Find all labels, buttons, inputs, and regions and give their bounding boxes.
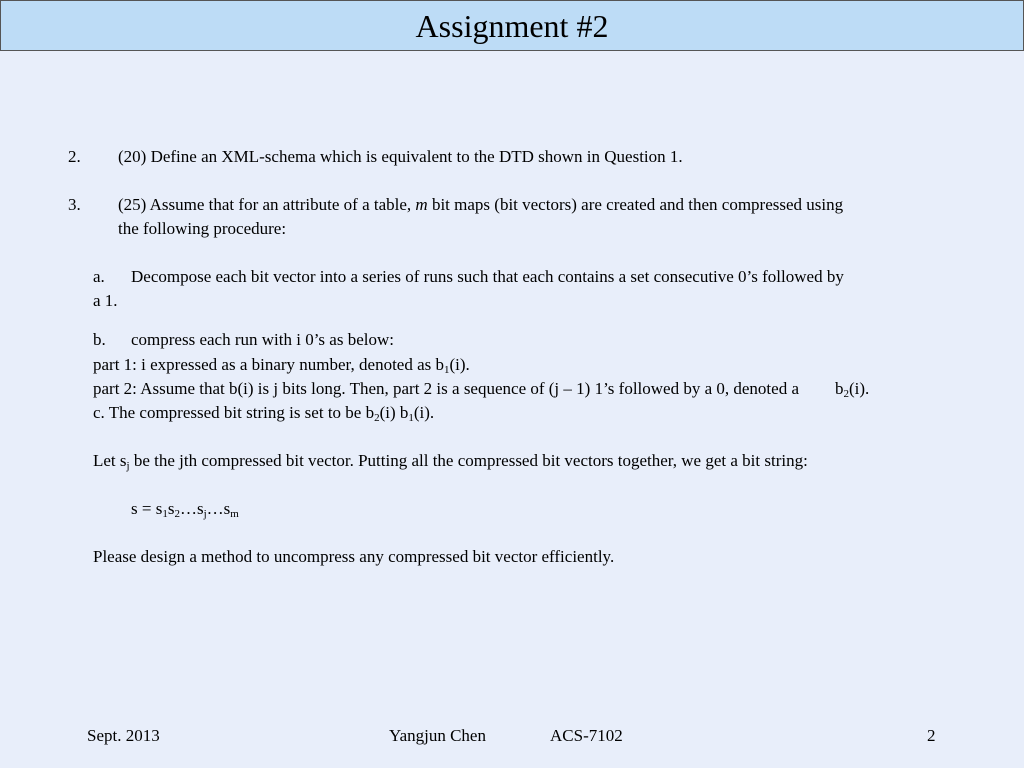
question-3-line-1: (25) Assume that for an attribute of a table, m bit maps (bit vectors) are created and then compressed using bbox=[118, 195, 844, 214]
question-2-number: 2. bbox=[68, 147, 81, 166]
step-b-text: compress each run with i 0’s as below: bbox=[131, 330, 394, 349]
step-b-label: b. bbox=[93, 330, 106, 349]
step-a-continuation: a 1. bbox=[93, 291, 118, 310]
question-2-text: (20) Define an XML-schema which is equivalent to the DTD shown in Question 1. bbox=[118, 147, 683, 166]
footer-course: ACS-7102 bbox=[550, 726, 623, 745]
slide-title: Assignment #2 bbox=[415, 7, 609, 44]
step-a-text: Decompose each bit vector into a series of runs such that each contains a set consecutive 0’s followed by bbox=[131, 267, 844, 286]
let-sj-line: Let $s_j$ be the jth compressed bit vector. Putting all the compressed bit vectors together, we get a bit string: bbox=[93, 451, 808, 472]
question-3-line-2: the following procedure: bbox=[118, 219, 287, 238]
step-c-line: c. The compressed bit string is set to be $b_2(i)$ $b_1(i)$. bbox=[93, 403, 435, 424]
part-2-line: part 2: Assume that b(i) is j bits long. Then, part 2 is a sequence of (j – 1) 1’s followed by a 0, denoted a $b_2(i)$. bbox=[93, 379, 870, 400]
part-1-line: part 1: i expressed as a binary number, denoted as $b_1(i)$. bbox=[93, 355, 470, 376]
title-bar bbox=[0, 0, 1024, 51]
footer-page-number: 2 bbox=[927, 726, 936, 745]
footer-date: Sept. 2013 bbox=[87, 726, 160, 745]
design-request: Please design a method to uncompress any compressed bit vector efficiently. bbox=[93, 547, 615, 566]
step-a-label: a. bbox=[93, 267, 105, 286]
footer-author: Yangjun Chen bbox=[389, 726, 486, 745]
bit-string-formula: $s = s_1s_2\dots s_j\dots s_m$ bbox=[131, 499, 239, 520]
question-3-number: 3. bbox=[68, 195, 81, 214]
